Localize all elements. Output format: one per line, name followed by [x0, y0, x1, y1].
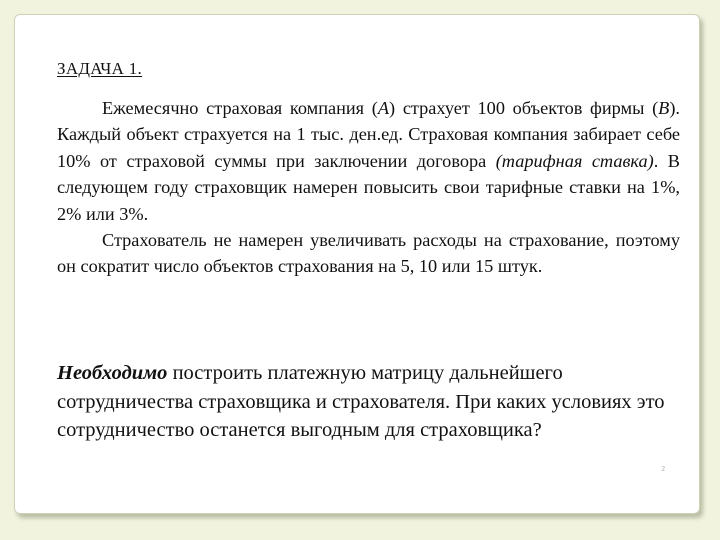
task-title: ЗАДАЧА 1. — [57, 59, 143, 78]
task-question — [57, 359, 697, 445]
p1-tariff-term: (тарифная ставка) — [495, 150, 654, 171]
page-number: 2 — [661, 465, 665, 473]
question-emphasis: Необходимо — [57, 362, 168, 384]
question-text: построить платежную матрицу дальнейшего сотрудничества страховщика и страхователя. При каких условиях это сотрудничество останется выгодным для страховщика? — [57, 362, 665, 442]
p1-firm-letter: В — [658, 98, 670, 118]
task-body — [57, 95, 680, 280]
task-paragraph-1 — [57, 95, 680, 227]
p1-text-3: ). Каждый объект страхуется на 1 тыс. ден.ед. Страховая компания забирает себе 10% от страховой суммы при заключении договора — [57, 98, 681, 171]
p1-text-2: ) страхует 100 объектов фирмы ( — [389, 98, 659, 118]
slide — [14, 14, 700, 514]
p1-company-letter: А — [377, 98, 390, 118]
task-paragraph-2: Страхователь не намерен увеличивать расходы на страхование, поэтому он сократит число объектов страхования на 5, 10 или 15 штук. — [57, 230, 680, 277]
p1-text-1: Ежемесячно страховая компания ( — [102, 98, 378, 118]
p1-text-4: . В следующем году страховщик намерен повысить свои тарифные ставки на 1%, 2% или 3%. — [57, 150, 681, 224]
